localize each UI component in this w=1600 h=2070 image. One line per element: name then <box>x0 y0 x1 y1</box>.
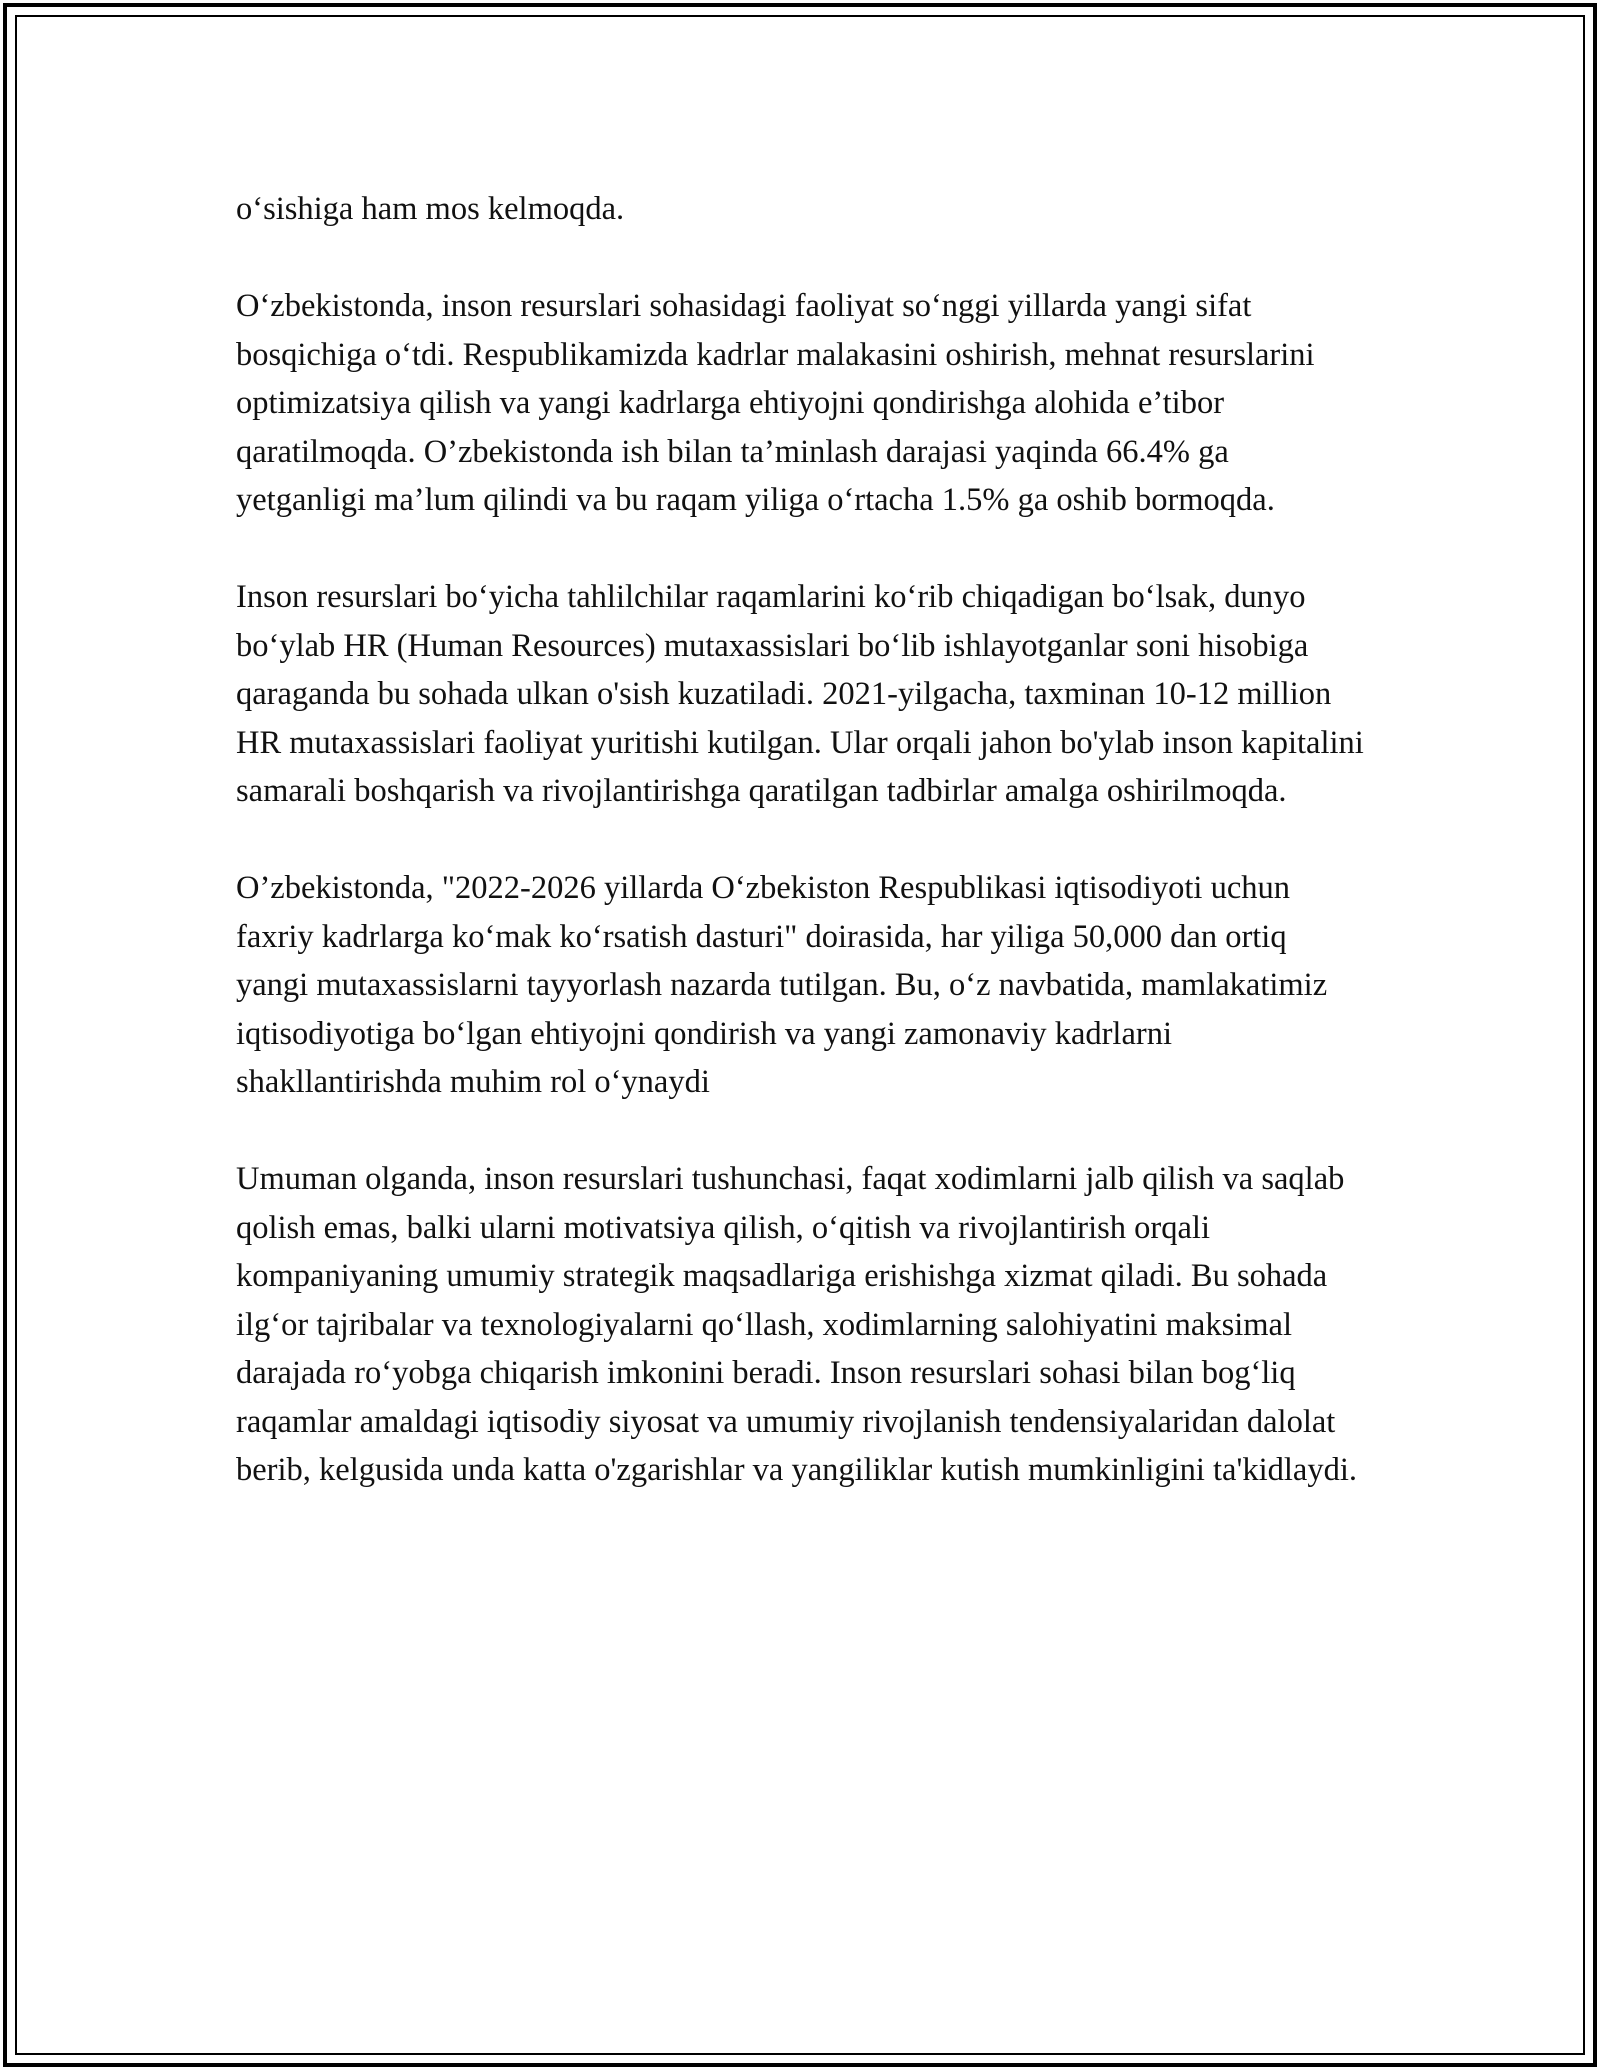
paragraph-3: Inson resurslari bo‘yicha tahlilchilar raqamlarini ko‘rib chiqadigan bo‘lsak, dunyo bo‘ylab HR (Human Resources) mutaxassislari bo‘lib ishlayotganlar soni hisobiga qaraganda bu sohada ulkan o'sish kuzatiladi. 2021-yilgacha, taxminan 10-12 million HR mutaxassislari faoliyat yuritishi kutilgan. Ular orqali jahon bo'ylab inson kapitalini samarali boshqarish va rivojlantirishga qaratilgan tadbirlar amalga oshirilmoqda. <box>236 579 1364 809</box>
paragraph-1: o‘sishiga ham mos kelmoqda. <box>236 191 625 227</box>
paragraph-5: Umuman olganda, inson resurslari tushunchasi, faqat xodimlarni jalb qilish va saqlab qolish emas, balki ularni motivatsiya qilish, o‘qitish va rivojlantirish orqali kompaniyaning umumiy strategik maqsadlariga erishishga xizmat qiladi. Bu sohada ilg‘or tajribalar va texnologiyalarni qo‘llash, xodimlarning salohiyatini maksimal darajada ro‘yobga chiqarish imkonini beradi. Inson resurslari sohasi bilan bog‘liq raqamlar amaldagi iqtisodiy siyosat va umumiy rivojlanish tendensiyalaridan dalolat berib, kelgusida unda katta o'zgarishlar va yangiliklar kutish mumkinligini ta'kidlaydi. <box>236 1161 1357 1488</box>
document-body <box>236 185 1366 1543</box>
paragraph-2: O‘zbekistonda, inson resurslari sohasidagi faoliyat so‘nggi yillarda yangi sifat bosqichiga o‘tdi. Respublikamizda kadrlar malakasini oshirish, mehnat resurslarini optimizatsiya qilish va yangi kadrlarga ehtiyojni qondirishga alohida e’tibor qaratilmoqda. O’zbekistonda ish bilan ta’minlash darajasi yaqinda 66.4% ga yetganligi ma’lum qilindi va bu raqam yiliga o‘rtacha 1.5% ga oshib bormoqda. <box>236 288 1315 518</box>
paragraph-4: O’zbekistonda, "2022-2026 yillarda O‘zbekiston Respublikasi iqtisodiyoti uchun faxriy kadrlarga ko‘mak ko‘rsatish dasturi" doirasida, har yiliga 50,000 dan ortiq yangi mutaxassislarni tayyorlash nazarda tutilgan. Bu, o‘z navbatida, mamlakatimiz iqtisodiyotiga bo‘lgan ehtiyojni qondirish va yangi zamonaviy kadrlarni shakllantirishda muhim rol o‘ynaydi <box>236 870 1328 1100</box>
